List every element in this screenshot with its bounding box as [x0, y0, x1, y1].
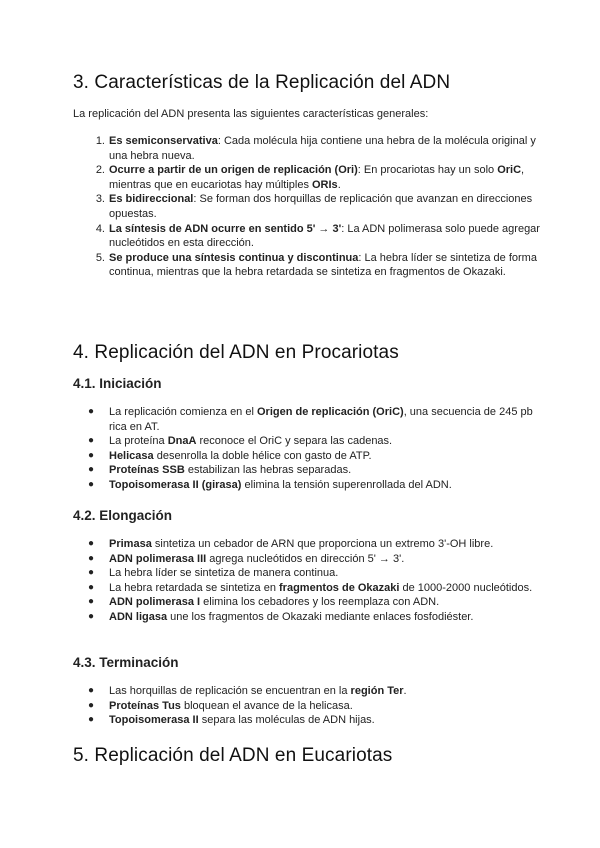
- section-4-3-list: [73, 684, 543, 728]
- list-item: ● La proteína DnaA reconoce el OriC y separa las cadenas.: [88, 435, 393, 448]
- list-item: ● La replicación comienza en el Origen de replicación (OriC), una secuencia de 245 pb rica en AT.: [88, 406, 533, 433]
- bullet-icon: ●: [88, 464, 95, 476]
- bullet-icon: ●: [88, 567, 95, 579]
- list-item: 3. Es bidireccional: Se forman dos horquillas de replicación que avanzan en direcciones opuestas.: [95, 193, 533, 220]
- bullet-icon: ●: [88, 449, 95, 461]
- section-4-1-list: [73, 405, 543, 493]
- bullet-icon: ●: [88, 581, 95, 593]
- section-4-2-list: [73, 537, 543, 625]
- bullet-icon: ●: [88, 596, 95, 608]
- section-4-2-heading: 4.2. Elongación: [73, 508, 173, 523]
- bullet-icon: ●: [88, 406, 95, 417]
- list-item: ● ADN polimerasa I elimina los cebadores y los reemplaza con ADN.: [88, 596, 440, 609]
- list-item: ● Las horquillas de replicación se encuentran en la región Ter.: [88, 685, 407, 697]
- list-item: 5. Se produce una síntesis continua y discontinua: La hebra líder se sintetiza de forma continua, mientras que la hebra retardada se sintetiza en fragmentos de Okazaki.: [95, 251, 537, 279]
- list-item: ● Proteínas SSB estabilizan las hebras separadas.: [88, 464, 352, 477]
- list-item: ● ADN ligasa une los fragmentos de Okazaki mediante enlaces fosfodiéster.: [88, 610, 474, 623]
- section-4-3-heading: 4.3. Terminación: [73, 655, 179, 670]
- bullet-icon: ●: [88, 478, 95, 490]
- bullet-icon: ●: [88, 610, 95, 622]
- section-3-list: [73, 134, 543, 280]
- list-item: ● La hebra retardada se sintetiza en fragmentos de Okazaki de 1000-2000 nucleótidos.: [88, 581, 533, 594]
- list-item: 2. Ocurre a partir de un origen de replicación (Ori): En procariotas hay un solo OriC, mientras que en eucariotas hay múltiples ORIs.: [95, 164, 525, 191]
- section-5-heading: 5. Replicación del ADN en Eucariotas: [73, 745, 393, 766]
- list-item: ● Helicasa desenrolla la doble hélice con gasto de ATP.: [88, 449, 372, 462]
- section-4-heading: 4. Replicación del ADN en Procariotas: [73, 342, 399, 363]
- bullet-icon: ●: [88, 714, 95, 726]
- list-item: ● Proteínas Tus bloquean el avance de la helicasa.: [88, 699, 353, 712]
- bullet-icon: ●: [88, 538, 95, 549]
- list-item: ● ADN polimerasa III agrega nucleótidos en dirección 5' → 3'.: [88, 552, 405, 565]
- list-item: ● Topoisomerasa II separa las moléculas de ADN hijas.: [88, 714, 375, 727]
- list-item: ● Primasa sintetiza un cebador de ARN que proporciona un extremo 3'-OH libre.: [88, 538, 494, 550]
- section-3-heading: 3. Características de la Replicación del ADN: [73, 72, 451, 93]
- bullet-icon: ●: [88, 435, 95, 447]
- bullet-icon: ●: [88, 552, 95, 564]
- list-item: ● La hebra líder se sintetiza de manera continua.: [88, 567, 339, 580]
- list-item: 4. La síntesis de ADN ocurre en sentido 5' → 3': La ADN polimerasa solo puede agregar nucleótidos en esta dirección.: [95, 222, 540, 250]
- bullet-icon: ●: [88, 685, 95, 696]
- list-item: 1. Es semiconservativa: Cada molécula hija contiene una hebra de la molécula original y una hebra nueva.: [95, 135, 536, 162]
- bullet-icon: ●: [88, 699, 95, 711]
- list-item: ● Topoisomerasa II (girasa) elimina la tensión superenrollada del ADN.: [88, 478, 452, 491]
- section-3-intro: La replicación del ADN presenta las siguientes características generales:: [73, 108, 429, 120]
- section-4-1-heading: 4.1. Iniciación: [73, 376, 162, 391]
